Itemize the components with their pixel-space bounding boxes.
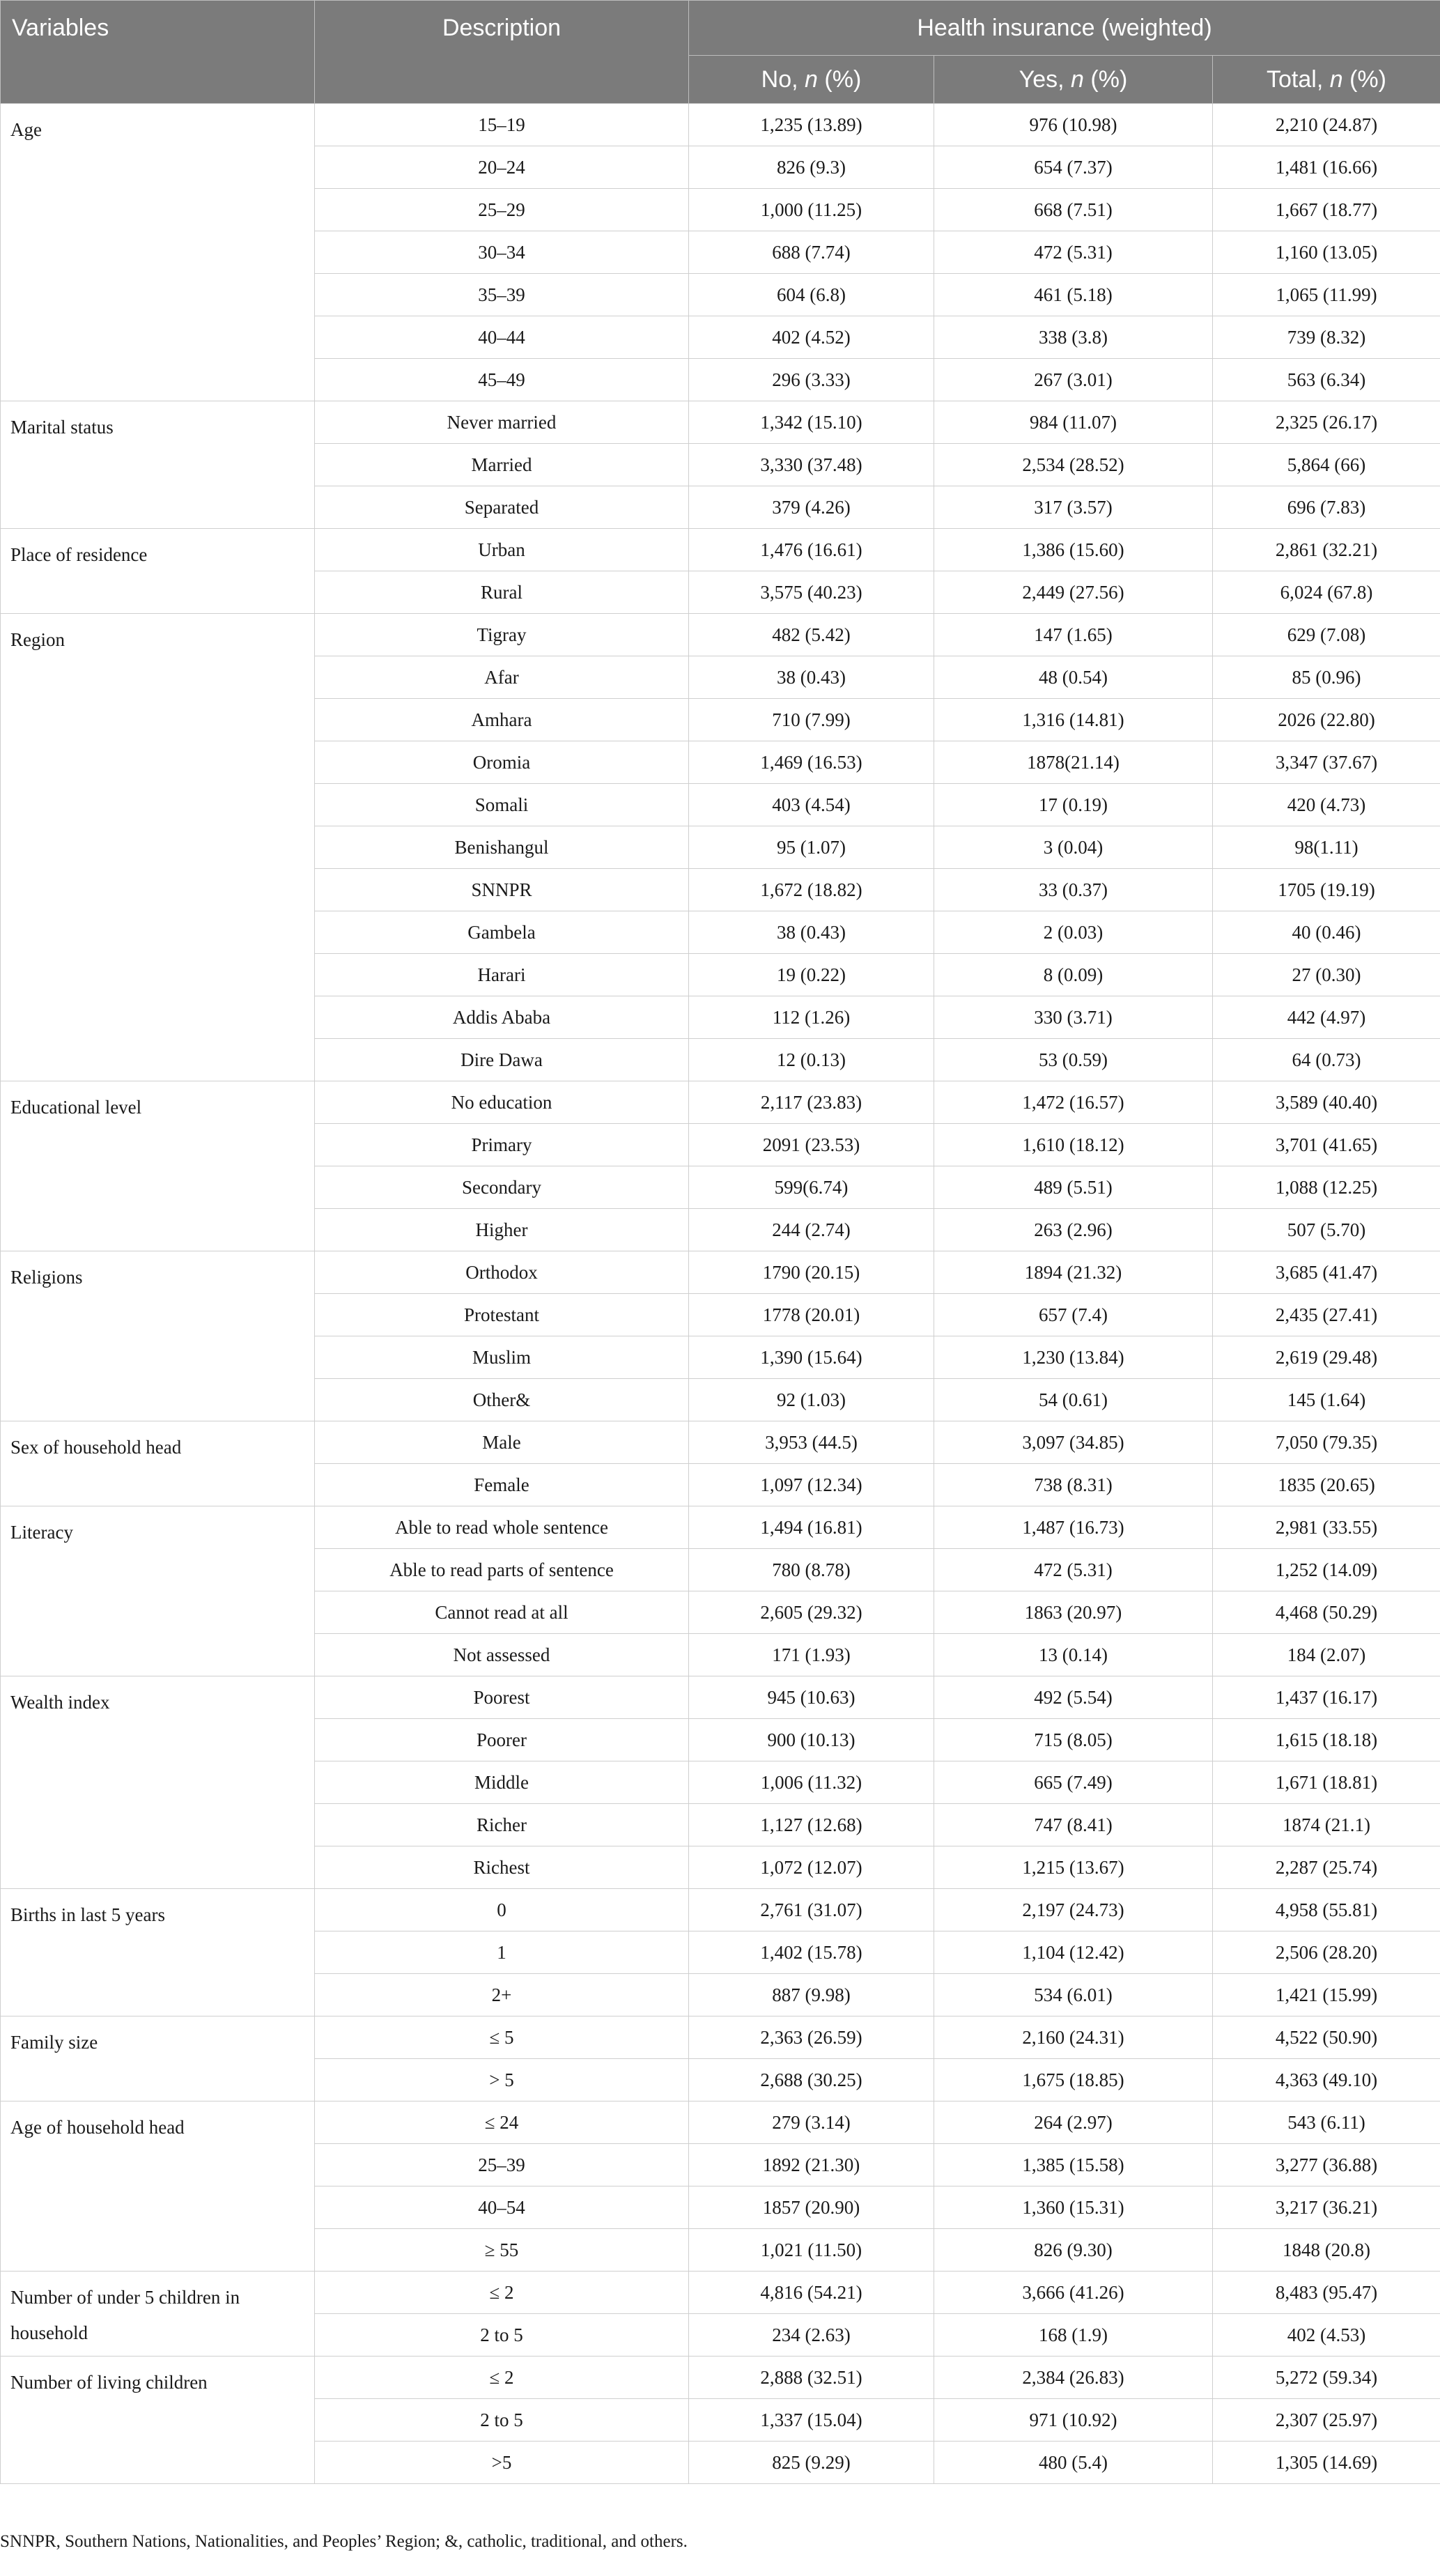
- total-cell: 6,024 (67.8): [1213, 571, 1440, 614]
- description-cell: 15–19: [315, 104, 689, 146]
- total-cell: 98(1.11): [1213, 826, 1440, 869]
- total-cell: 563 (6.34): [1213, 359, 1440, 401]
- yes-cell: 971 (10.92): [934, 2399, 1213, 2442]
- no-cell: 1,006 (11.32): [689, 1761, 934, 1804]
- description-cell: 20–24: [315, 146, 689, 189]
- total-cell: 739 (8.32): [1213, 316, 1440, 359]
- total-cell: 1,160 (13.05): [1213, 231, 1440, 274]
- yes-cell: 715 (8.05): [934, 1719, 1213, 1761]
- no-cell: 296 (3.33): [689, 359, 934, 401]
- no-cell: 12 (0.13): [689, 1039, 934, 1081]
- yes-cell: 317 (3.57): [934, 486, 1213, 529]
- total-cell: 3,217 (36.21): [1213, 2186, 1440, 2229]
- description-cell: Separated: [315, 486, 689, 529]
- no-cell: 38 (0.43): [689, 656, 934, 699]
- total-cell: 1848 (20.8): [1213, 2229, 1440, 2272]
- total-cell: 442 (4.97): [1213, 996, 1440, 1039]
- description-cell: Higher: [315, 1209, 689, 1251]
- total-cell: 1,088 (12.25): [1213, 1166, 1440, 1209]
- description-cell: ≥ 55: [315, 2229, 689, 2272]
- total-cell: 2,506 (28.20): [1213, 1931, 1440, 1974]
- yes-cell: 338 (3.8): [934, 316, 1213, 359]
- variable-cell: Religions: [1, 1251, 315, 1421]
- total-cell: 629 (7.08): [1213, 614, 1440, 656]
- yes-cell: 492 (5.54): [934, 1676, 1213, 1719]
- table-row: [1, 1506, 1440, 1549]
- no-cell: 1,469 (16.53): [689, 741, 934, 784]
- no-cell: 403 (4.54): [689, 784, 934, 826]
- header-description: Description: [315, 1, 689, 104]
- header-no-label: No,: [761, 65, 798, 93]
- table-row: [1, 1251, 1440, 1294]
- description-cell: Urban: [315, 529, 689, 571]
- no-cell: 1,337 (15.04): [689, 2399, 934, 2442]
- variable-cell: Age of household head: [1, 2101, 315, 2272]
- yes-cell: 472 (5.31): [934, 1549, 1213, 1591]
- no-cell: 92 (1.03): [689, 1379, 934, 1421]
- yes-cell: 17 (0.19): [934, 784, 1213, 826]
- total-cell: 4,363 (49.10): [1213, 2059, 1440, 2101]
- table-row: [1, 104, 1440, 146]
- total-cell: 1,481 (16.66): [1213, 146, 1440, 189]
- variable-cell: Region: [1, 614, 315, 1081]
- yes-cell: 264 (2.97): [934, 2101, 1213, 2144]
- description-cell: ≤ 2: [315, 2357, 689, 2399]
- total-cell: 3,589 (40.40): [1213, 1081, 1440, 1124]
- total-cell: 8,483 (95.47): [1213, 2272, 1440, 2314]
- no-cell: 945 (10.63): [689, 1676, 934, 1719]
- description-cell: ≤ 24: [315, 2101, 689, 2144]
- table-row: [1, 529, 1440, 571]
- yes-cell: 54 (0.61): [934, 1379, 1213, 1421]
- yes-cell: 1,230 (13.84): [934, 1336, 1213, 1379]
- no-cell: 19 (0.22): [689, 954, 934, 996]
- yes-cell: 1,386 (15.60): [934, 529, 1213, 571]
- yes-cell: 1,675 (18.85): [934, 2059, 1213, 2101]
- yes-cell: 665 (7.49): [934, 1761, 1213, 1804]
- description-cell: Tigray: [315, 614, 689, 656]
- variable-cell: Place of residence: [1, 529, 315, 614]
- description-cell: Able to read parts of sentence: [315, 1549, 689, 1591]
- description-cell: Secondary: [315, 1166, 689, 1209]
- no-cell: 887 (9.98): [689, 1974, 934, 2016]
- description-cell: No education: [315, 1081, 689, 1124]
- yes-cell: 984 (11.07): [934, 401, 1213, 444]
- description-cell: Richer: [315, 1804, 689, 1846]
- no-cell: 1,402 (15.78): [689, 1931, 934, 1974]
- no-cell: 402 (4.52): [689, 316, 934, 359]
- no-cell: 3,575 (40.23): [689, 571, 934, 614]
- no-cell: 688 (7.74): [689, 231, 934, 274]
- description-cell: Muslim: [315, 1336, 689, 1379]
- total-cell: 1835 (20.65): [1213, 1464, 1440, 1506]
- description-cell: 25–39: [315, 2144, 689, 2186]
- description-cell: 0: [315, 1889, 689, 1931]
- yes-cell: 472 (5.31): [934, 231, 1213, 274]
- no-cell: 95 (1.07): [689, 826, 934, 869]
- no-cell: 2,605 (29.32): [689, 1591, 934, 1634]
- table-row: [1, 2016, 1440, 2059]
- no-cell: 604 (6.8): [689, 274, 934, 316]
- description-cell: > 5: [315, 2059, 689, 2101]
- yes-cell: 3,097 (34.85): [934, 1421, 1213, 1464]
- description-cell: 2+: [315, 1974, 689, 2016]
- table-row: [1, 2272, 1440, 2314]
- header-total-label: Total,: [1267, 65, 1324, 93]
- yes-cell: 461 (5.18): [934, 274, 1213, 316]
- variable-cell: Marital status: [1, 401, 315, 529]
- description-cell: Addis Ababa: [315, 996, 689, 1039]
- yes-cell: 489 (5.51): [934, 1166, 1213, 1209]
- description-cell: Not assessed: [315, 1634, 689, 1676]
- yes-cell: 263 (2.96): [934, 1209, 1213, 1251]
- description-cell: Cannot read at all: [315, 1591, 689, 1634]
- description-cell: ≤ 5: [315, 2016, 689, 2059]
- total-cell: 2,287 (25.74): [1213, 1846, 1440, 1889]
- table-row: [1, 614, 1440, 656]
- description-cell: 40–54: [315, 2186, 689, 2229]
- total-cell: 543 (6.11): [1213, 2101, 1440, 2144]
- total-cell: 40 (0.46): [1213, 911, 1440, 954]
- description-cell: Oromia: [315, 741, 689, 784]
- no-cell: 1857 (20.90): [689, 2186, 934, 2229]
- no-cell: 2,117 (23.83): [689, 1081, 934, 1124]
- yes-cell: 976 (10.98): [934, 104, 1213, 146]
- header-yes-pct: (%): [1090, 65, 1128, 93]
- header-total: [1213, 56, 1440, 104]
- description-cell: Protestant: [315, 1294, 689, 1336]
- description-cell: Male: [315, 1421, 689, 1464]
- no-cell: 4,816 (54.21): [689, 2272, 934, 2314]
- yes-cell: 1863 (20.97): [934, 1591, 1213, 1634]
- total-cell: 5,864 (66): [1213, 444, 1440, 486]
- total-cell: 1,667 (18.77): [1213, 189, 1440, 231]
- header-yes: [934, 56, 1213, 104]
- description-cell: 30–34: [315, 231, 689, 274]
- total-cell: 1,615 (18.18): [1213, 1719, 1440, 1761]
- description-cell: 40–44: [315, 316, 689, 359]
- total-cell: 402 (4.53): [1213, 2314, 1440, 2357]
- no-cell: 38 (0.43): [689, 911, 934, 954]
- table-footnote: SNNPR, Southern Nations, Nationalities, and Peoples’ Region; &, catholic, traditional, and others.: [0, 2532, 688, 2551]
- yes-cell: 1,360 (15.31): [934, 2186, 1213, 2229]
- no-cell: 780 (8.78): [689, 1549, 934, 1591]
- yes-cell: 168 (1.9): [934, 2314, 1213, 2357]
- description-cell: Married: [315, 444, 689, 486]
- header-variables: Variables: [1, 1, 315, 104]
- total-cell: 1,305 (14.69): [1213, 2442, 1440, 2484]
- table-row: [1, 1081, 1440, 1124]
- total-cell: 7,050 (79.35): [1213, 1421, 1440, 1464]
- yes-cell: 147 (1.65): [934, 614, 1213, 656]
- header-health-insurance: Health insurance (weighted): [689, 1, 1440, 56]
- variable-cell: Educational level: [1, 1081, 315, 1251]
- header-no: [689, 56, 934, 104]
- no-cell: 2,363 (26.59): [689, 2016, 934, 2059]
- header-total-n: n: [1329, 65, 1343, 93]
- variable-cell: Literacy: [1, 1506, 315, 1676]
- yes-cell: 330 (3.71): [934, 996, 1213, 1039]
- total-cell: 3,701 (41.65): [1213, 1124, 1440, 1166]
- yes-cell: 13 (0.14): [934, 1634, 1213, 1676]
- yes-cell: 2 (0.03): [934, 911, 1213, 954]
- yes-cell: 53 (0.59): [934, 1039, 1213, 1081]
- no-cell: 2,688 (30.25): [689, 2059, 934, 2101]
- no-cell: 2091 (23.53): [689, 1124, 934, 1166]
- no-cell: 234 (2.63): [689, 2314, 934, 2357]
- no-cell: 1,390 (15.64): [689, 1336, 934, 1379]
- total-cell: 2,325 (26.17): [1213, 401, 1440, 444]
- yes-cell: 1,472 (16.57): [934, 1081, 1213, 1124]
- description-cell: Able to read whole sentence: [315, 1506, 689, 1549]
- description-cell: Dire Dawa: [315, 1039, 689, 1081]
- table-row: [1, 2101, 1440, 2144]
- no-cell: 1,072 (12.07): [689, 1846, 934, 1889]
- total-cell: 1874 (21.1): [1213, 1804, 1440, 1846]
- description-cell: 25–29: [315, 189, 689, 231]
- variable-cell: Number of living children: [1, 2357, 315, 2484]
- total-cell: 2026 (22.80): [1213, 699, 1440, 741]
- header-no-pct: (%): [824, 65, 862, 93]
- description-cell: SNNPR: [315, 869, 689, 911]
- total-cell: 184 (2.07): [1213, 1634, 1440, 1676]
- yes-cell: 48 (0.54): [934, 656, 1213, 699]
- no-cell: 1,476 (16.61): [689, 529, 934, 571]
- yes-cell: 33 (0.37): [934, 869, 1213, 911]
- total-cell: 3,347 (37.67): [1213, 741, 1440, 784]
- yes-cell: 654 (7.37): [934, 146, 1213, 189]
- table-row: [1, 1676, 1440, 1719]
- no-cell: 1,235 (13.89): [689, 104, 934, 146]
- no-cell: 1,494 (16.81): [689, 1506, 934, 1549]
- total-cell: 1,065 (11.99): [1213, 274, 1440, 316]
- variable-cell: Family size: [1, 2016, 315, 2101]
- yes-cell: 2,534 (28.52): [934, 444, 1213, 486]
- description-cell: Richest: [315, 1846, 689, 1889]
- total-cell: 1705 (19.19): [1213, 869, 1440, 911]
- total-cell: 2,619 (29.48): [1213, 1336, 1440, 1379]
- variable-cell: Age: [1, 104, 315, 401]
- no-cell: 599(6.74): [689, 1166, 934, 1209]
- yes-cell: 8 (0.09): [934, 954, 1213, 996]
- no-cell: 826 (9.3): [689, 146, 934, 189]
- yes-cell: 480 (5.4): [934, 2442, 1213, 2484]
- variable-cell: Sex of household head: [1, 1421, 315, 1506]
- yes-cell: 2,384 (26.83): [934, 2357, 1213, 2399]
- no-cell: 1,127 (12.68): [689, 1804, 934, 1846]
- total-cell: 3,685 (41.47): [1213, 1251, 1440, 1294]
- description-cell: Other&: [315, 1379, 689, 1421]
- yes-cell: 2,449 (27.56): [934, 571, 1213, 614]
- yes-cell: 1,104 (12.42): [934, 1931, 1213, 1974]
- description-cell: Orthodox: [315, 1251, 689, 1294]
- description-cell: Poorest: [315, 1676, 689, 1719]
- no-cell: 3,330 (37.48): [689, 444, 934, 486]
- description-cell: Never married: [315, 401, 689, 444]
- yes-cell: 657 (7.4): [934, 1294, 1213, 1336]
- description-cell: 1: [315, 1931, 689, 1974]
- variable-cell: Wealth index: [1, 1676, 315, 1889]
- yes-cell: 2,160 (24.31): [934, 2016, 1213, 2059]
- yes-cell: 1,215 (13.67): [934, 1846, 1213, 1889]
- no-cell: 171 (1.93): [689, 1634, 934, 1676]
- yes-cell: 267 (3.01): [934, 359, 1213, 401]
- header-no-n: n: [805, 65, 818, 93]
- table-row: [1, 1889, 1440, 1931]
- total-cell: 507 (5.70): [1213, 1209, 1440, 1251]
- total-cell: 4,468 (50.29): [1213, 1591, 1440, 1634]
- no-cell: 900 (10.13): [689, 1719, 934, 1761]
- total-cell: 696 (7.83): [1213, 486, 1440, 529]
- total-cell: 1,252 (14.09): [1213, 1549, 1440, 1591]
- table-row: [1, 2357, 1440, 2399]
- description-cell: Benishangul: [315, 826, 689, 869]
- total-cell: 64 (0.73): [1213, 1039, 1440, 1081]
- description-cell: Gambela: [315, 911, 689, 954]
- description-cell: ≤ 2: [315, 2272, 689, 2314]
- yes-cell: 534 (6.01): [934, 1974, 1213, 2016]
- header-yes-label: Yes,: [1019, 65, 1064, 93]
- description-cell: >5: [315, 2442, 689, 2484]
- variable-cell: Number of under 5 children in household: [1, 2272, 315, 2357]
- no-cell: 1,672 (18.82): [689, 869, 934, 911]
- description-cell: 45–49: [315, 359, 689, 401]
- total-cell: 3,277 (36.88): [1213, 2144, 1440, 2186]
- no-cell: 1,021 (11.50): [689, 2229, 934, 2272]
- table-row: [1, 401, 1440, 444]
- description-cell: Somali: [315, 784, 689, 826]
- no-cell: 1892 (21.30): [689, 2144, 934, 2186]
- total-cell: 2,861 (32.21): [1213, 529, 1440, 571]
- no-cell: 379 (4.26): [689, 486, 934, 529]
- no-cell: 1,000 (11.25): [689, 189, 934, 231]
- no-cell: 710 (7.99): [689, 699, 934, 741]
- table-header: [1, 1, 1440, 104]
- total-cell: 2,307 (25.97): [1213, 2399, 1440, 2442]
- yes-cell: 747 (8.41): [934, 1804, 1213, 1846]
- yes-cell: 1,316 (14.81): [934, 699, 1213, 741]
- no-cell: 1,342 (15.10): [689, 401, 934, 444]
- description-cell: Amhara: [315, 699, 689, 741]
- yes-cell: 668 (7.51): [934, 189, 1213, 231]
- table-body: [1, 104, 1440, 2484]
- description-cell: Female: [315, 1464, 689, 1506]
- total-cell: 420 (4.73): [1213, 784, 1440, 826]
- description-cell: 35–39: [315, 274, 689, 316]
- yes-cell: 738 (8.31): [934, 1464, 1213, 1506]
- no-cell: 3,953 (44.5): [689, 1421, 934, 1464]
- total-cell: 2,435 (27.41): [1213, 1294, 1440, 1336]
- yes-cell: 3 (0.04): [934, 826, 1213, 869]
- yes-cell: 826 (9.30): [934, 2229, 1213, 2272]
- total-cell: 5,272 (59.34): [1213, 2357, 1440, 2399]
- yes-cell: 1894 (21.32): [934, 1251, 1213, 1294]
- total-cell: 2,210 (24.87): [1213, 104, 1440, 146]
- no-cell: 1790 (20.15): [689, 1251, 934, 1294]
- no-cell: 1,097 (12.34): [689, 1464, 934, 1506]
- total-cell: 85 (0.96): [1213, 656, 1440, 699]
- total-cell: 145 (1.64): [1213, 1379, 1440, 1421]
- description-cell: Primary: [315, 1124, 689, 1166]
- total-cell: 2,981 (33.55): [1213, 1506, 1440, 1549]
- no-cell: 244 (2.74): [689, 1209, 934, 1251]
- header-total-pct: (%): [1349, 65, 1386, 93]
- yes-cell: 1,487 (16.73): [934, 1506, 1213, 1549]
- total-cell: 1,671 (18.81): [1213, 1761, 1440, 1804]
- total-cell: 27 (0.30): [1213, 954, 1440, 996]
- no-cell: 279 (3.14): [689, 2101, 934, 2144]
- no-cell: 2,888 (32.51): [689, 2357, 934, 2399]
- header-yes-n: n: [1071, 65, 1084, 93]
- yes-cell: 3,666 (41.26): [934, 2272, 1213, 2314]
- description-cell: Afar: [315, 656, 689, 699]
- description-cell: Middle: [315, 1761, 689, 1804]
- description-cell: Harari: [315, 954, 689, 996]
- yes-cell: 1,610 (18.12): [934, 1124, 1213, 1166]
- yes-cell: 2,197 (24.73): [934, 1889, 1213, 1931]
- description-cell: 2 to 5: [315, 2314, 689, 2357]
- no-cell: 825 (9.29): [689, 2442, 934, 2484]
- description-cell: Rural: [315, 571, 689, 614]
- description-cell: Poorer: [315, 1719, 689, 1761]
- total-cell: 4,522 (50.90): [1213, 2016, 1440, 2059]
- yes-cell: 1,385 (15.58): [934, 2144, 1213, 2186]
- no-cell: 2,761 (31.07): [689, 1889, 934, 1931]
- description-cell: 2 to 5: [315, 2399, 689, 2442]
- total-cell: 1,421 (15.99): [1213, 1974, 1440, 2016]
- table-row: [1, 1421, 1440, 1464]
- total-cell: 1,437 (16.17): [1213, 1676, 1440, 1719]
- no-cell: 112 (1.26): [689, 996, 934, 1039]
- yes-cell: 1878(21.14): [934, 741, 1213, 784]
- no-cell: 482 (5.42): [689, 614, 934, 656]
- total-cell: 4,958 (55.81): [1213, 1889, 1440, 1931]
- variable-cell: Births in last 5 years: [1, 1889, 315, 2016]
- no-cell: 1778 (20.01): [689, 1294, 934, 1336]
